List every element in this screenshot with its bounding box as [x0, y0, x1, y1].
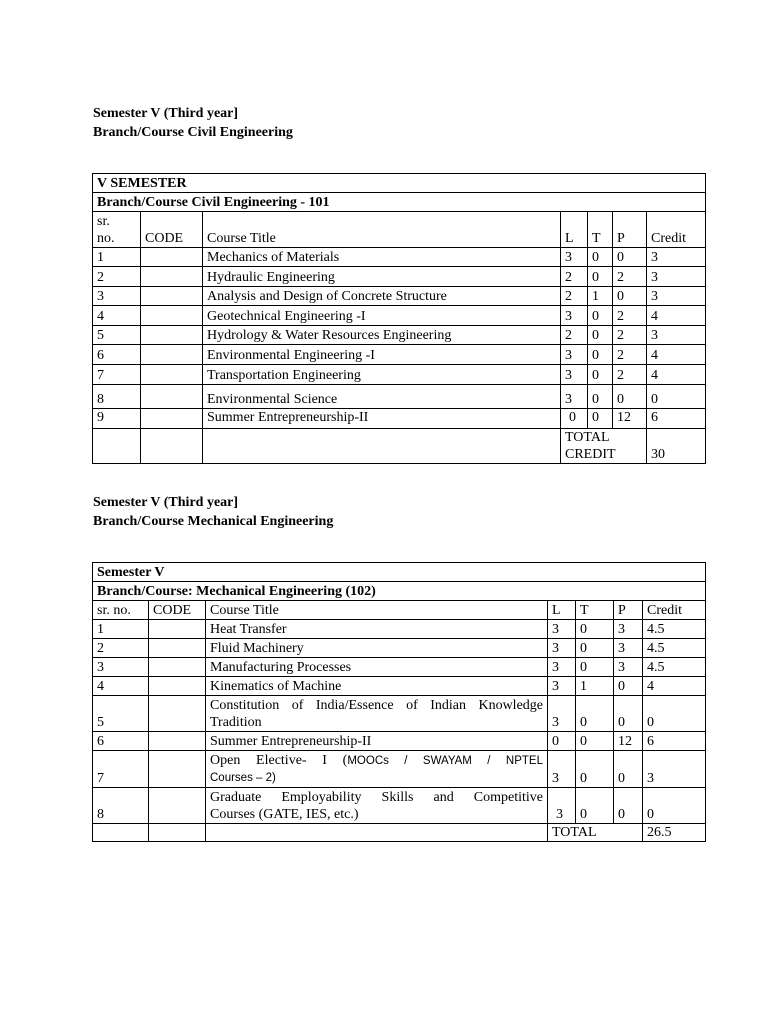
row-title: [206, 696, 548, 732]
row-t: 0: [576, 788, 614, 824]
civil-total-label: TOTAL CREDIT: [561, 429, 647, 464]
row-title: [206, 751, 548, 788]
row-title: [206, 788, 548, 824]
row-code: [149, 658, 206, 677]
row-sr: 1: [93, 248, 141, 267]
row-sr: 8: [93, 788, 149, 824]
table-row: [93, 696, 706, 732]
row-p: 0: [614, 677, 643, 696]
row-title: Geotechnical Engineering -I: [203, 306, 561, 326]
row-credit: 3: [647, 326, 706, 345]
row-p: 3: [614, 658, 643, 677]
row-p: 3: [614, 620, 643, 639]
civil-header-t: T: [588, 212, 613, 248]
row-credit: 4: [647, 345, 706, 365]
row-p: 2: [613, 326, 647, 345]
row-credit: 4: [647, 306, 706, 326]
row-l: 2: [561, 287, 588, 306]
row-title: Manufacturing Processes: [206, 658, 548, 677]
empty-cell: [206, 824, 548, 842]
row-sr: 4: [93, 306, 141, 326]
row-code: [149, 696, 206, 732]
row-p: 0: [614, 696, 643, 732]
row-t: 0: [588, 326, 613, 345]
row-l: 3: [561, 385, 588, 409]
row-t: 0: [588, 409, 613, 429]
row-credit: 0: [647, 385, 706, 409]
row-credit: 4.5: [643, 620, 706, 639]
table-row: [93, 732, 706, 751]
mech-header-sr: sr. no.: [93, 601, 149, 620]
empty-cell: [141, 429, 203, 464]
row-t: 0: [576, 732, 614, 751]
row-sr: 5: [93, 696, 149, 732]
row-credit: 0: [643, 788, 706, 824]
row-l: 3: [561, 365, 588, 385]
table-row: [93, 248, 706, 267]
row-t: 0: [588, 248, 613, 267]
row-credit: 0: [643, 696, 706, 732]
row-title-line1: Open Elective- I (MOOCs / SWAYAM / NPTEL: [210, 753, 543, 768]
civil-header-l: L: [561, 212, 588, 248]
row-credit: 3: [647, 248, 706, 267]
civil-table-branch: Branch/Course Civil Engineering - 101: [93, 193, 706, 212]
table-row: [93, 267, 706, 287]
row-title: Analysis and Design of Concrete Structure: [203, 287, 561, 306]
row-l: 2: [561, 267, 588, 287]
row-p: 2: [613, 365, 647, 385]
row-l: 3: [548, 658, 576, 677]
empty-cell: [93, 824, 149, 842]
row-title: Environmental Engineering -I: [203, 345, 561, 365]
mech-total-value: 26.5: [643, 824, 706, 842]
row-code: [141, 326, 203, 345]
civil-branch-heading: Branch/Course Civil Engineering: [93, 125, 293, 140]
row-credit: 4: [643, 677, 706, 696]
row-code: [141, 306, 203, 326]
table-row: [93, 639, 706, 658]
row-sr: 5: [93, 326, 141, 345]
row-p: 0: [613, 287, 647, 306]
row-t: 0: [576, 620, 614, 639]
row-code: [141, 287, 203, 306]
row-p: 12: [614, 732, 643, 751]
mech-header-p: P: [614, 601, 643, 620]
row-t: 0: [576, 696, 614, 732]
row-t: 0: [588, 385, 613, 409]
row-credit: 4.5: [643, 639, 706, 658]
row-p: 2: [613, 267, 647, 287]
row-sr: 7: [93, 365, 141, 385]
row-p: 3: [614, 639, 643, 658]
empty-cell: [203, 429, 561, 464]
civil-header-code: CODE: [141, 212, 203, 248]
row-code: [149, 677, 206, 696]
row-title: Summer Entrepreneurship-II: [206, 732, 548, 751]
civil-header-credit: Credit: [647, 212, 706, 248]
mech-header-code: CODE: [149, 601, 206, 620]
table-row: [93, 326, 706, 345]
table-row: [93, 287, 706, 306]
row-t: 0: [576, 639, 614, 658]
row-sr: 6: [93, 345, 141, 365]
row-sr: 1: [93, 620, 149, 639]
row-code: [141, 248, 203, 267]
row-title-line2: Courses – 2): [210, 772, 276, 784]
civil-header-title: Course Title: [203, 212, 561, 248]
row-t: 0: [588, 306, 613, 326]
row-p: 0: [614, 788, 643, 824]
row-title-line1: Constitution of India/Essence of Indian Knowledge: [210, 698, 543, 713]
row-l: 3: [548, 639, 576, 658]
row-l: 3: [561, 345, 588, 365]
row-sr: 6: [93, 732, 149, 751]
row-sr: 8: [93, 385, 141, 409]
row-credit: 6: [647, 409, 706, 429]
row-code: [149, 732, 206, 751]
row-p: 0: [614, 751, 643, 788]
row-l: 3: [561, 248, 588, 267]
row-title: Heat Transfer: [206, 620, 548, 639]
row-sr: 9: [93, 409, 141, 429]
row-sr: 3: [93, 658, 149, 677]
row-title-line2: Tradition: [210, 715, 262, 730]
row-title-line2: Courses (GATE, IES, etc.): [210, 807, 359, 822]
row-credit: 6: [643, 732, 706, 751]
row-p: 2: [613, 306, 647, 326]
table-row: [93, 658, 706, 677]
table-row: [93, 677, 706, 696]
row-code: [141, 345, 203, 365]
table-row: [93, 385, 706, 409]
civil-table-title: V SEMESTER: [93, 174, 706, 193]
row-title: Hydraulic Engineering: [203, 267, 561, 287]
mech-header-l: L: [548, 601, 576, 620]
civil-header-p: P: [613, 212, 647, 248]
row-l: 3: [548, 788, 576, 824]
mech-table-title: Semester V: [93, 563, 706, 582]
mech-header-credit: Credit: [643, 601, 706, 620]
mech-branch-heading: Branch/Course Mechanical Engineering: [93, 514, 334, 529]
row-title: Environmental Science: [203, 385, 561, 409]
mech-total-label: TOTAL: [548, 824, 643, 842]
row-code: [149, 788, 206, 824]
row-l: 0: [561, 409, 588, 429]
row-p: 0: [613, 385, 647, 409]
row-credit: 3: [647, 287, 706, 306]
row-title: Kinematics of Machine: [206, 677, 548, 696]
row-title-line1: Graduate Employability Skills and Competitive: [210, 790, 543, 805]
row-p: 12: [613, 409, 647, 429]
row-title: Transportation Engineering: [203, 365, 561, 385]
row-title: Summer Entrepreneurship-II: [203, 409, 561, 429]
row-t: 0: [588, 267, 613, 287]
row-title: Hydrology & Water Resources Engineering: [203, 326, 561, 345]
row-code: [141, 365, 203, 385]
table-row: [93, 751, 706, 788]
row-code: [149, 639, 206, 658]
row-sr: 3: [93, 287, 141, 306]
row-l: 3: [548, 677, 576, 696]
mech-header-row: [93, 601, 706, 620]
row-t: 0: [588, 365, 613, 385]
civil-semester-heading: Semester V (Third year]: [93, 106, 239, 121]
row-sr: 2: [93, 267, 141, 287]
civil-header-sr: sr. no.: [93, 212, 141, 248]
row-code: [141, 385, 203, 409]
civil-total-value: 30: [647, 429, 706, 464]
row-l: 3: [548, 751, 576, 788]
row-l: 3: [548, 620, 576, 639]
row-p: 0: [613, 248, 647, 267]
row-sr: 4: [93, 677, 149, 696]
row-code: [149, 751, 206, 788]
empty-cell: [93, 429, 141, 464]
mech-course-table: [92, 562, 706, 842]
empty-cell: [149, 824, 206, 842]
row-credit: 3: [643, 751, 706, 788]
mech-header-title: Course Title: [206, 601, 548, 620]
row-code: [149, 620, 206, 639]
mech-table-branch: Branch/Course: Mechanical Engineering (102): [93, 582, 706, 601]
row-l: 3: [548, 696, 576, 732]
row-title: Fluid Machinery: [206, 639, 548, 658]
row-t: 0: [576, 658, 614, 677]
row-t: 0: [576, 751, 614, 788]
row-title: Mechanics of Materials: [203, 248, 561, 267]
mech-semester-heading: Semester V (Third year]: [93, 495, 239, 510]
table-row: [93, 345, 706, 365]
row-code: [141, 409, 203, 429]
row-l: 3: [561, 306, 588, 326]
row-code: [141, 267, 203, 287]
civil-course-table: [92, 173, 706, 464]
table-row: [93, 409, 706, 429]
row-t: 1: [588, 287, 613, 306]
table-row: [93, 620, 706, 639]
civil-total-row: [93, 429, 706, 464]
table-row: [93, 306, 706, 326]
table-row: [93, 365, 706, 385]
row-sr: 2: [93, 639, 149, 658]
mech-header-t: T: [576, 601, 614, 620]
row-l: 0: [548, 732, 576, 751]
row-credit: 4.5: [643, 658, 706, 677]
table-row: [93, 788, 706, 824]
mech-total-row: [93, 824, 706, 842]
row-credit: 3: [647, 267, 706, 287]
row-credit: 4: [647, 365, 706, 385]
row-t: 0: [588, 345, 613, 365]
row-l: 2: [561, 326, 588, 345]
row-sr: 7: [93, 751, 149, 788]
row-p: 2: [613, 345, 647, 365]
civil-header-row: [93, 212, 706, 248]
row-t: 1: [576, 677, 614, 696]
